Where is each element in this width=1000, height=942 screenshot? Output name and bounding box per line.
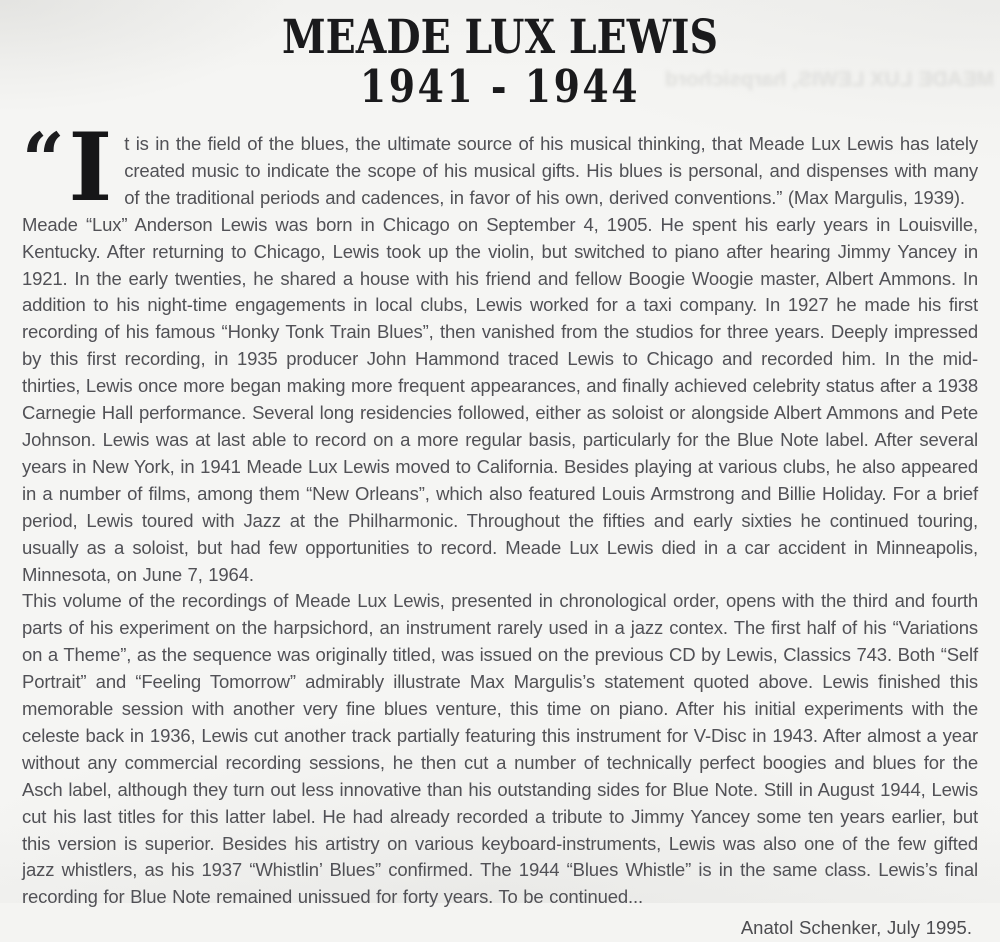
liner-notes-article [22, 113, 978, 942]
lead-quote-paragraph [22, 113, 978, 223]
author-signature: Anatol Schenker, July 1995. [740, 917, 972, 939]
show-through-text: MEADE LUX LEWIS, harpsichord [664, 68, 994, 91]
volume-notes-paragraph: This volume of the recordings of Meade Lux Lewis, presented in chronological order, opens with the third and fourth parts of his experiment on the harpsichord, an instrument rarely used in a jazz contex. The first half of his “Variations on a Theme”, as the sequence was originally titled, was issued on the previous CD by Lewis, Classics 743. Both “Self Portrait” and “Feeling Tomorrow” admirably illustrate Max Margulis’s statement quoted above. Lewis finished this memorable session with another very fine blues venture, this time on piano. After his initial experiments with the celeste back in 1936, Lewis cut another track partially featuring this instrument for V-Disc in 1943. After almost a year without any commercial recording sessions, he then cut a number of technically perfect boogies and blues for the Asch label, although they turn out less innovative than his outstanding sides for Blue Note. Still in August 1944, Lewis cut his last titles for this latter label. He had already recorded a tribute to Jimmy Yancey some ten years earlier, but this version is superior. Besides his artistry on various keyboard-instruments, Lewis was also one of the few gifted jazz whistlers, as his 1937 “Whistlin’ Blues” confirmed. The 1944 “Blues Whistle” is in the same class. Lewis’s final recording for Blue Note remained unissued for forty years. To be continued... [22, 590, 978, 908]
opening-quote-mark: “ [22, 118, 65, 204]
lead-paragraph-text: t is in the field of the blues, the ultimate source of his musical thinking, that Meade Lux Lewis has lately created music to indicate the scope of his musical gifts. His blues is personal, and dispenses with many of the traditional periods and cadences, in favor of his own, derived conventions.” (Max Margulis, 1939). [124, 133, 978, 208]
drop-cap: I [68, 113, 113, 223]
page-header [22, 10, 978, 113]
page-title: MEADE LUX LEWIS [281, 10, 719, 65]
page-title-years: 1941 - 1944 [359, 60, 641, 113]
biography-paragraph: Meade “Lux” Anderson Lewis was born in Chicago on September 4, 1905. He spent his early years in Louisville, Kentucky. After returning to Chicago, Lewis took up the violin, but switched to piano after hearing Jimmy Yancey in 1921. In the early twenties, he shared a house with his friend and fellow Boogie Woogie master, Albert Ammons. In addition to his night-time engagements in local clubs, Lewis worked for a taxi company. In 1927 he made his first recording of his famous “Honky Tonk Train Blues”, then vanished from the studios for three years. Deeply impressed by this first recording, in 1935 producer John Hammond traced Lewis to Chicago and recorded him. In the mid-thirties, Lewis once more began making more frequent appearances, and finally achieved celebrity status after a 1938 Carnegie Hall performance. Several long residencies followed, either as soloist or alongside Albert Ammons and Pete Johnson. Lewis was at last able to record on a more regular basis, particularly for the Blue Note label. After several years in New York, in 1941 Meade Lux Lewis moved to California. Besides playing at various clubs, he also appeared in a number of films, among them “New Orleans”, which also featured Louis Armstrong and Billie Holiday. For a brief period, Lewis toured with Jazz at the Philharmonic. Throughout the fifties and early sixties he continued touring, usually as a soloist, but had few opportunities to record. Meade Lux Lewis died in a car accident in Minneapolis, Minnesota, on June 7, 1964. [22, 213, 978, 585]
